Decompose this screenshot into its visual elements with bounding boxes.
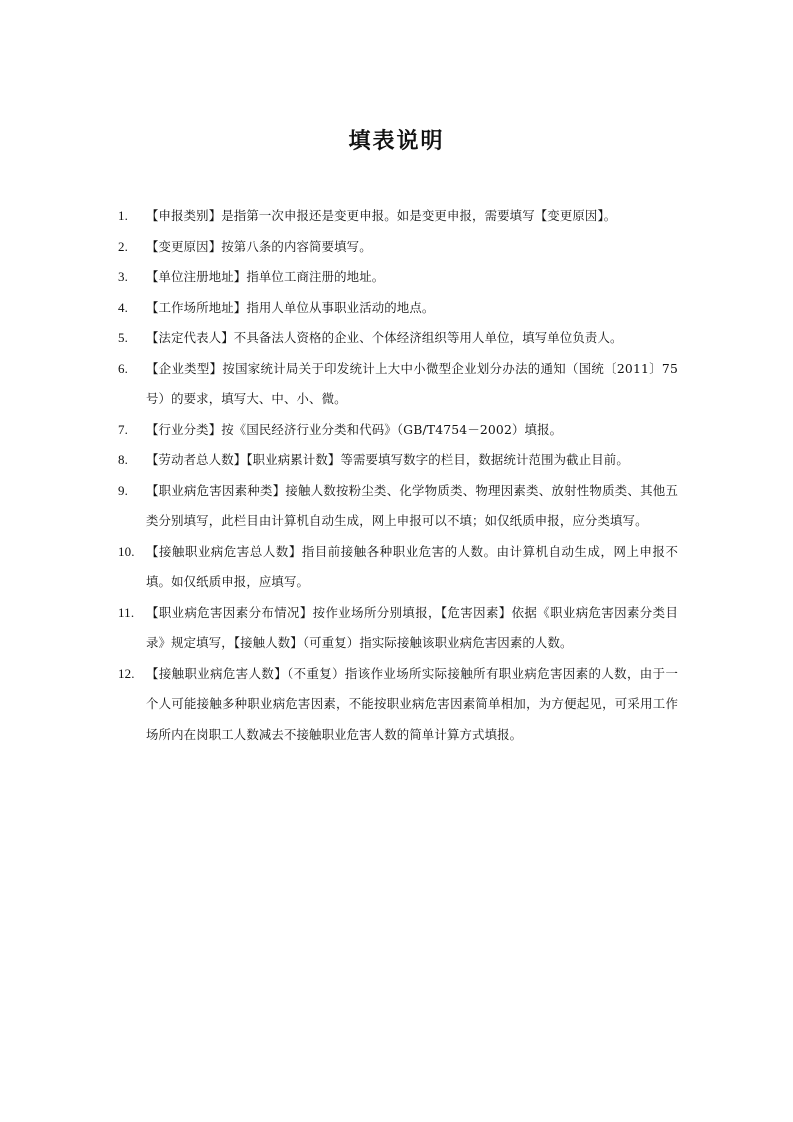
item-number: 2. [118,238,129,254]
list-item [118,415,678,446]
list-item [118,262,678,293]
item-text: 【职业病危害因素种类】接触人数按粉尘类、化学物质类、物理因素类、放射性物质类、其他五类分别填写，此栏目由计算机自动生成，网上申报可以不填；如仅纸质申报，应分类填写。 [146,482,678,528]
item-number: 10. [118,543,135,559]
item-text: 【接触职业病危害人数】（不重复）指该作业场所实际接触所有职业病危害因素的人数，由于一个人可能接触多种职业病危害因素，不能按职业病危害因素简单相加，为方便起见，可采用工作场所内在岗职工人数减去不接触职业危害人数的简单计算方式填报。 [146,665,678,742]
item-number: 7. [118,421,129,437]
item-number: 8. [118,452,129,467]
item-text: 【法定代表人】不具备法人资格的企业、个体经济组织等用人单位，填写单位负责人。 [146,330,623,345]
item-number: 3. [118,269,129,284]
item-text: 【接触职业病危害总人数】指目前接触各种职业危害的人数。由计算机自动生成，网上申报不填。如仅纸质申报，应填写。 [146,543,678,589]
list-item [118,232,678,263]
item-text: 【行业分类】按《国民经济行业分类和代码》（GB/T4754－2002）填报。 [146,421,563,437]
list-item [118,201,678,232]
list-item [118,445,678,476]
item-number: 12. [118,665,135,681]
list-item [118,537,678,598]
page-title: 填表说明 [348,128,445,154]
item-number: 6. [118,360,129,376]
list-item [118,659,678,751]
list-item [118,293,678,324]
item-number: 4. [118,299,129,315]
item-text: 【申报类别】是指第一次申报还是变更申报。如是变更申报，需要填写【变更原因】。 [146,208,617,223]
item-number: 11. [118,604,135,620]
item-text: 【变更原因】按第八条的内容简要填写。 [146,238,372,254]
item-text: 【职业病危害因素分布情况】按作业场所分别填报，【危害因素】依据《职业病危害因素分类目录》规定填写，【接触人数】（可重复）指实际接触该职业病危害因素的人数。 [146,604,678,650]
item-text: 【劳动者总人数】【职业病累计数】等需要填写数字的栏目，数据统计范围为截止目前。 [146,452,629,467]
item-number: 5. [118,330,129,345]
item-text: 【企业类型】按国家统计局关于印发统计上大中小微型企业划分办法的通知（国统〔2011〕75号）的要求，填写大、中、小、微。 [146,360,678,406]
item-number: 1. [118,208,129,223]
list-item [118,323,678,354]
list-item [118,476,678,537]
item-number: 9. [118,482,129,498]
item-text: 【单位注册地址】指单位工商注册的地址。 [146,269,385,284]
list-item [118,354,678,415]
item-text: 【工作场所地址】指用人单位从事职业活动的地点。 [146,299,435,315]
list-item [118,598,678,659]
instruction-list [118,201,678,750]
